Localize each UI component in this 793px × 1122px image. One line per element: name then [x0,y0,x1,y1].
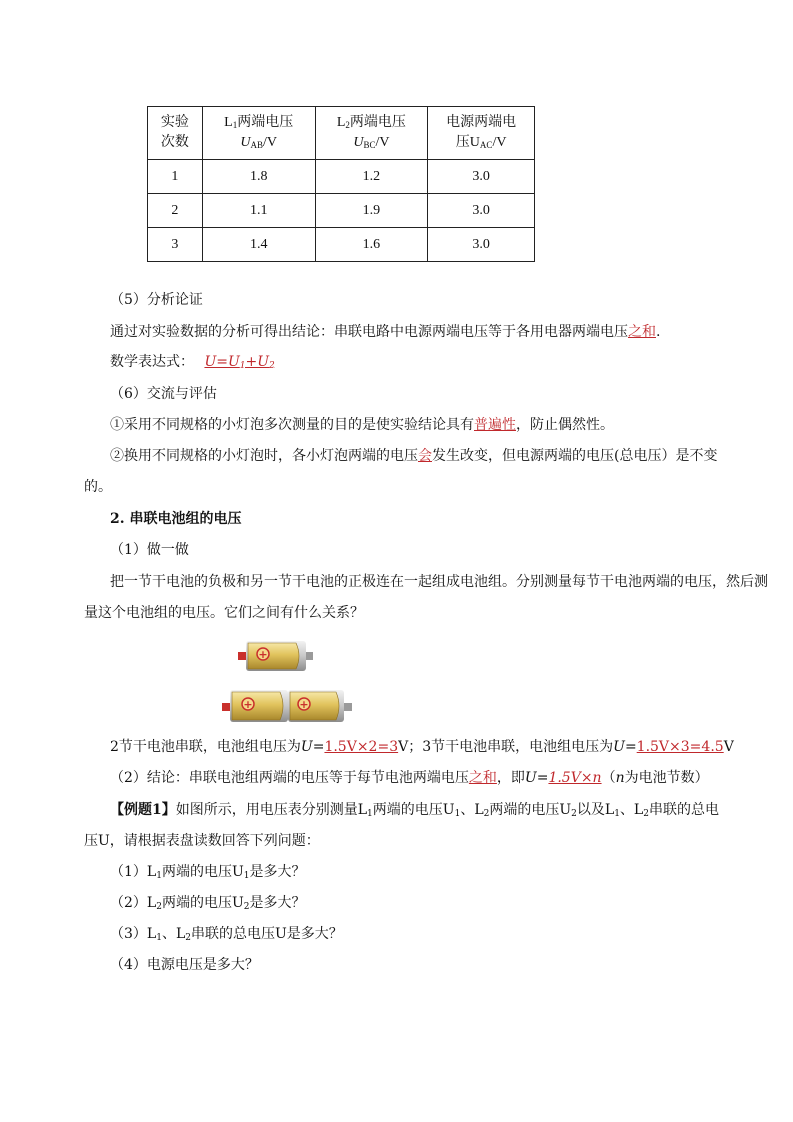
double-battery-image [220,683,355,727]
s5-formula-line: 数学表达式： $U=U_1+U_2$ [110,352,287,372]
experiment-table [147,106,535,262]
s5-heading: （5）分析论证 [110,292,203,308]
section2-title: 2. 串联电池组的电压 [110,511,242,527]
table-row: 2 1.1 1.9 3.0 [148,194,535,228]
example1-line2: 压U，请根据表盘读数回答下列问题： [84,833,320,849]
svg-text:+: + [258,648,268,661]
battery-voltage-calc: 2节干电池串联，电池组电压为U=1.5V×2=3V；3节干电池串联，电池组电压为U=1.5V×3=4.5V [110,739,734,755]
header-l2-voltage: $L_2$两端电压 $U_{BC}/V$ [315,107,428,160]
positive-terminal-icon [344,703,352,711]
question-2: $(2)L_2$两端的电压$U_2$是多大？ [110,895,306,912]
question-1: $(1)L_1$两端的电压$U_1$是多大？ [110,864,306,881]
positive-terminal-icon [306,652,313,660]
section2-para2: 量这个电池组的电压。它们之间有什么关系？ [84,605,364,621]
table-row: 3 1.4 1.6 3.0 [148,228,535,262]
svg-text:+: + [299,698,309,711]
svg-text:+: + [243,698,253,711]
s6-point1: ①采用不同规格的小灯泡多次测量的目的是使实验结论具有普遍性，防止偶然性。 [110,417,614,433]
section2-para1: 把一节干电池的负极和另一节干电池的正极连在一起组成电池组。分别测量每节干电池两端的电压，然后测 [110,574,768,590]
section2-sub1: （1）做一做 [110,542,189,558]
negative-terminal-icon [222,703,230,711]
s6-point2: ②换用不同规格的小灯泡时，各小灯泡两端的电压会发生改变，但电源两端的电压(总电压）是不变 [110,448,718,464]
formula: $U=U_1+U_2$ [204,354,275,371]
table-row: 1 1.8 1.2 3.0 [148,160,535,194]
table-header-row [148,107,535,160]
example1-line1: 【例题1】如图所示，用电压表分别测量$L_1$两端的电压$U_1$、$L_2$两端的电压$U_2$以及$L_1$、$L_2$串联的总电 [110,802,719,819]
question-3: $(3)L_1$、$L_2$串联的总电压U是多大？ [110,926,343,943]
negative-terminal-icon [238,652,246,660]
single-battery-image [236,634,316,676]
header-l1-voltage: $L_1$两端电压 $U_{AB}/V$ [202,107,315,160]
s6-point2-cont: 的。 [84,479,112,495]
section2-conclusion: （2）结论：串联电池组两端的电压等于每节电池两端电压之和，即U=1.5V×n（n为电池节数） [110,770,709,786]
question-4: （4）电源电压是多大？ [110,957,259,973]
header-trial: 实验 次数 [148,107,203,160]
header-source-voltage: 电源两端电 压$U_{AC}/V$ [428,107,535,160]
s5-conclusion: 通过对实验数据的分析可得出结论：串联电路中电源两端电压等于各用电器两端电压之和. [110,324,661,340]
example-tag: 【例题1】 [110,802,176,818]
s6-heading: （6）交流与评估 [110,386,217,402]
